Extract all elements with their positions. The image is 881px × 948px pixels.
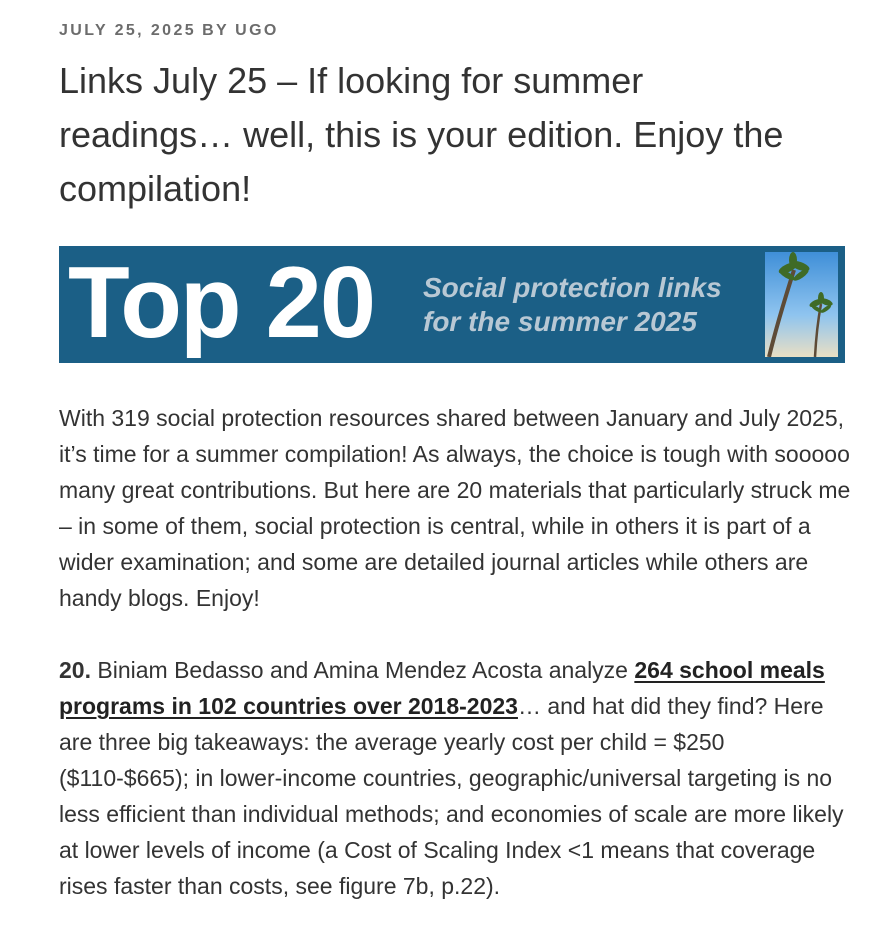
item-body-text: … and hat did they find? Here are three big takeaways: the average yearly cost per child = $250 ($110-$665); in lower-income countries, geographic/universal targeting is no less efficient than individual methods; and economies of scale are more likely at lower levels of income (a Cost of Scaling Index <1 means that coverage rises faster than costs, see figure 7b, p.22). [59,693,844,899]
item-20-paragraph [59,652,851,904]
item-number: 20. [59,657,91,683]
intro-paragraph: With 319 social protection resources shared between January and July 2025, it’s time for a summer compilation! As always, the choice is tough with sooooo many great contributions. But here are 20 materials that particularly struck me – in some of them, social protection is central, while in others it is part of a wider examination; and some are detailed journal articles while others are handy blogs. Enjoy! [59,405,851,611]
post-title: Links July 25 – If looking for summer readings… well, this is your edition. Enjoy the compilation! [59,60,784,209]
banner-headline: Top 20 [68,247,374,359]
banner-subtitle [423,271,722,339]
top20-banner [59,246,845,363]
post-by-label: BY [202,22,230,39]
school-meals-study-link[interactable]: 264 school meals programs in 102 countries over 2018-2023 [59,657,825,719]
post-author-link[interactable]: UGO [235,22,279,39]
post-content [59,400,851,940]
item-lead-text: Biniam Bedasso and Amina Mendez Acosta analyze [90,657,635,683]
post-meta [59,22,279,40]
banner-subtitle-line1: Social protection links [423,272,722,303]
banner-subtitle-line2: for the summer 2025 [423,306,697,337]
palm-trees-image [765,252,838,357]
post-date-link[interactable]: JULY 25, 2025 [59,22,197,39]
